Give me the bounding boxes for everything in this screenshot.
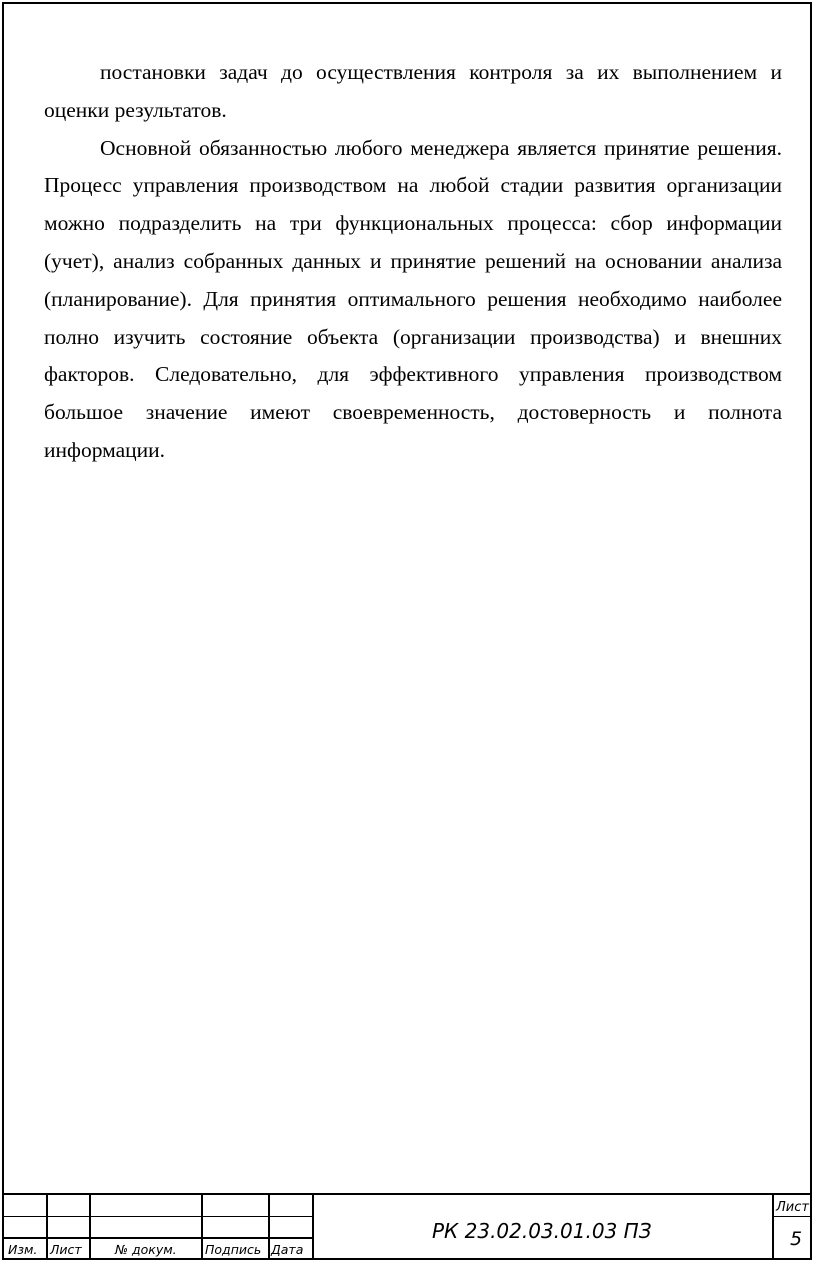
title-block [2,1193,812,1260]
paragraph: постановки задач до осуществления контроля за их выполнением и оценки результатов. [44,60,782,122]
column-label-sheet: Лист [50,1242,82,1257]
sheet-number: 5 [790,1228,803,1250]
paragraph: Основной обязанностью любого менеджера является принятие решения. Процесс управления производством на любой стадии развития организации можно подразделить на три функциональных процесса: сбор информации (учет), анализ собранных данных и принятие решений на основании анализа (планирование). Для принятия оптимального решения необходимо наиболее полно изучить состояние объекта (организации производства) и внешних факторов. Следовательно, для эффективного управления производством большое значение имеют своевременность, достоверность и полнота информации. [44,135,782,462]
column-label-change: Изм. [8,1242,38,1257]
column-label-doc-number: № докум. [115,1242,177,1257]
document-code: РК 23.02.03.01.03 ПЗ [432,1219,652,1243]
document-body [44,54,782,470]
column-label-signature: Подпись [205,1242,262,1257]
sheet-label: Лист [776,1200,809,1215]
column-label-date: Дата [271,1242,304,1257]
